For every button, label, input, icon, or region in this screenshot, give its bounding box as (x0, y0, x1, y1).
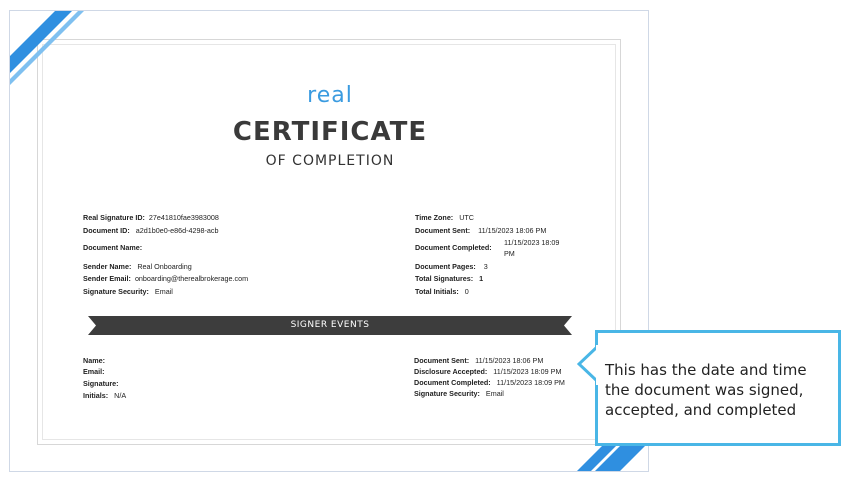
certificate-title: CERTIFICATE (232, 117, 428, 147)
total-signatures: Total Signatures: 1 (415, 274, 484, 283)
signer-name: Name: (83, 356, 105, 365)
real-logo: real (307, 83, 353, 108)
signer-events-title: SIGNER EVENTS (290, 320, 370, 330)
callout-text: This has the date and time the document was signed, accepted, and completed (605, 361, 807, 419)
signer-document-sent: Document Sent: 11/15/2023 18:06 PM (414, 356, 544, 365)
signer-signature: Signature: (83, 379, 119, 388)
real-signature-id: Real Signature ID: 27e41810fae3983008 (83, 213, 219, 222)
sender-email: Sender Email: onboarding@therealbrokerage.com (83, 274, 249, 283)
signer-email: Email: (83, 367, 105, 376)
total-initials: Total Initials: 0 (415, 287, 469, 296)
document-completed-date: 11/15/2023 18:09 (504, 238, 560, 247)
signer-initials: Initials: N/A (83, 391, 127, 400)
corner-stripe-top-left (10, 11, 90, 91)
document-completed-ampm: PM (504, 249, 515, 258)
signature-security: Signature Security: Email (83, 287, 173, 296)
callout-pointer (577, 345, 599, 385)
document-id: Document ID: a2d1b0e0-e86d-4298-acb (83, 226, 219, 235)
signer-signature-security: Signature Security: Email (414, 389, 504, 398)
document-completed: Document Completed: (415, 243, 492, 252)
time-zone: Time Zone: UTC (415, 213, 474, 222)
document-pages: Document Pages: 3 (415, 262, 488, 271)
certificate-subtitle: OF COMPLETION (265, 153, 395, 169)
certificate (9, 10, 649, 472)
signer-disclosure-accepted: Disclosure Accepted: 11/15/2023 18:09 PM (414, 367, 562, 376)
signer-document-completed: Document Completed: 11/15/2023 18:09 PM (414, 378, 565, 387)
document-name: Document Name: (83, 243, 143, 252)
document-sent: Document Sent: 11/15/2023 18:06 PM (415, 226, 547, 235)
sender-name: Sender Name: Real Onboarding (83, 262, 192, 271)
